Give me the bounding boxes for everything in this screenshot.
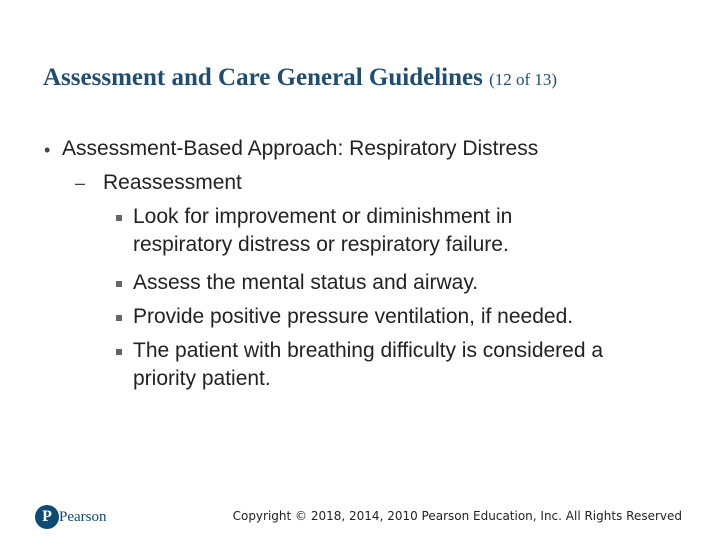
list-item-bullet	[116, 315, 122, 321]
pearson-logo-text: Pearson	[59, 509, 107, 525]
title-text: Assessment and Care General Guidelines	[43, 64, 483, 91]
list-item-bullet	[116, 349, 122, 355]
list-item-line: priority patient.	[133, 367, 271, 390]
list-item-line: Provide positive pressure ventilation, if needed.	[133, 305, 574, 328]
list-item-bullet	[116, 281, 122, 287]
pearson-logo-icon: P	[35, 505, 59, 529]
level1-bullet: •	[44, 140, 51, 160]
list-item-bullet	[116, 215, 122, 221]
title-counter: (12 of 13)	[489, 70, 558, 89]
list-item-line: Assess the mental status and airway.	[133, 271, 479, 294]
list-item-line: Look for improvement or diminishment in	[133, 205, 513, 228]
level1-text: Assessment-Based Approach: Respiratory Distress	[62, 137, 539, 160]
level2-text: Reassessment	[103, 171, 242, 194]
copyright-notice: Copyright © 2018, 2014, 2010 Pearson Education, Inc. All Rights Reserved	[232, 509, 682, 523]
pearson-logo	[35, 505, 115, 531]
level2-bullet: –	[75, 173, 86, 193]
list-item-line: The patient with breathing difficulty is considered a	[133, 339, 604, 362]
list-item-line: respiratory distress or respiratory failure.	[133, 233, 509, 256]
